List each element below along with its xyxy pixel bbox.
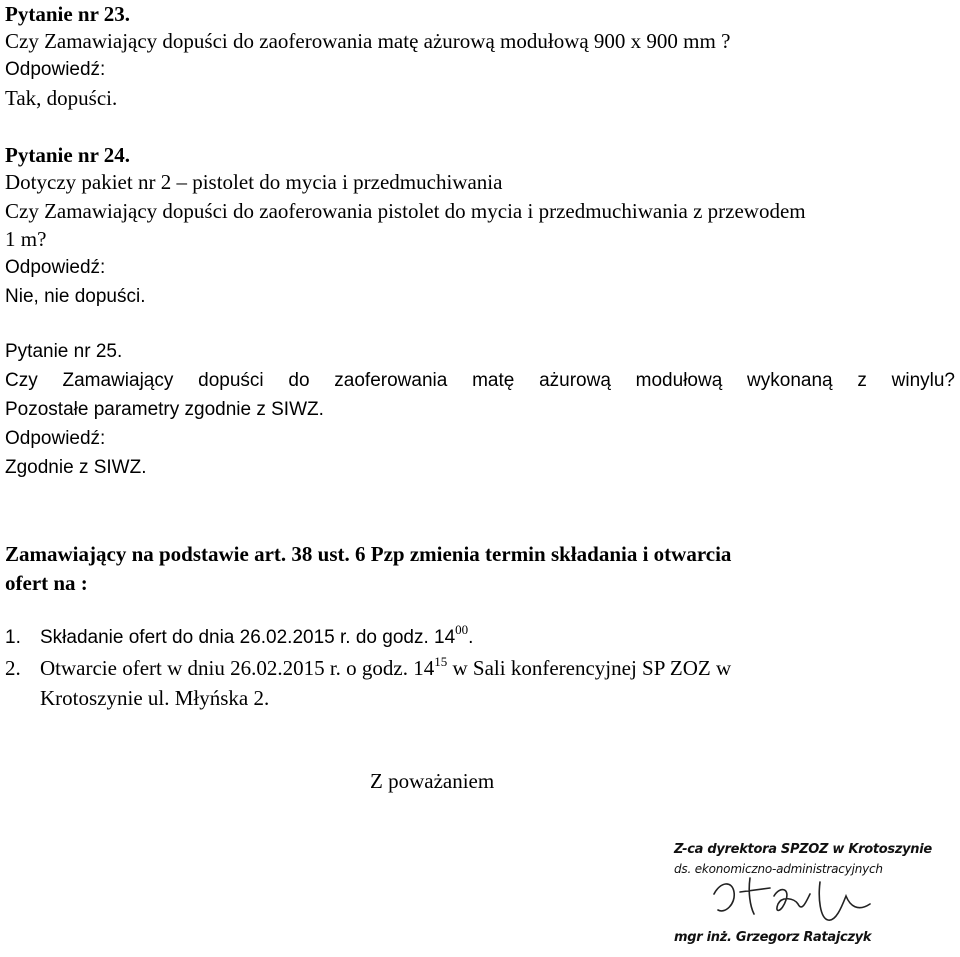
notice-line2: ofert na : bbox=[5, 571, 88, 595]
q24-answer-label: Odpowiedź: bbox=[5, 257, 106, 278]
closing-text: Z poważaniem bbox=[370, 769, 495, 793]
schedule-item-2-number: 2. bbox=[5, 656, 21, 680]
q24-subject: Dotyczy pakiet nr 2 – pistolet do mycia i przedmuchiwania bbox=[5, 170, 503, 194]
q25-answer: Zgodnie z SIWZ. bbox=[5, 457, 147, 478]
schedule-item-1 bbox=[5, 622, 474, 648]
stamp-department-line: ds. ekonomiczno-administracyjnych bbox=[674, 862, 883, 876]
schedule-item-2-continuation: Krotoszynie ul. Młyńska 2. bbox=[40, 686, 270, 710]
q25-question-line1: Czy Zamawiający dopuści do zaoferowania matę ażurową modułową wykonaną z winylu? bbox=[5, 370, 955, 391]
schedule-item-2-after: w Sali konferencyjnej SP ZOZ w bbox=[447, 656, 732, 680]
q24-title: Pytanie nr 24. bbox=[5, 143, 131, 167]
q23-title: Pytanie nr 23. bbox=[5, 2, 131, 26]
q23-answer: Tak, dopuści. bbox=[5, 86, 118, 110]
schedule-item-2-time-sup: 15 bbox=[434, 654, 448, 669]
schedule-item-2-text: Otwarcie ofert w dniu 26.02.2015 r. o godz. 14 bbox=[40, 656, 435, 680]
q23-question: Czy Zamawiający dopuści do zaoferowania matę ażurową modułową 900 x 900 mm ? bbox=[5, 29, 731, 53]
q24-question-line2: 1 m? bbox=[5, 227, 47, 251]
schedule-item-1-text: Składanie ofert do dnia 26.02.2015 r. do godz. 14 bbox=[40, 627, 456, 648]
q25-title: Pytanie nr 25. bbox=[5, 341, 123, 362]
stamp-title-line: Z-ca dyrektora SPZOZ w Krotoszynie bbox=[674, 842, 932, 857]
schedule-item-1-time-sup: 00 bbox=[455, 622, 469, 637]
schedule-item-2 bbox=[5, 654, 732, 680]
schedule-item-1-after: . bbox=[468, 627, 474, 648]
q25-answer-label: Odpowiedź: bbox=[5, 428, 106, 449]
schedule-item-1-number: 1. bbox=[5, 627, 21, 648]
q23-answer-label: Odpowiedź: bbox=[5, 59, 106, 80]
notice-line1: Zamawiający na podstawie art. 38 ust. 6 Pzp zmienia termin składania i otwarcia bbox=[5, 542, 732, 566]
q25-question-line2: Pozostałe parametry zgodnie z SIWZ. bbox=[5, 399, 324, 420]
stamp-name-line: mgr inż. Grzegorz Ratajczyk bbox=[674, 930, 872, 945]
q24-question-line1: Czy Zamawiający dopuści do zaoferowania pistolet do mycia i przedmuchiwania z przewodem bbox=[5, 199, 806, 223]
signature-stamp bbox=[670, 842, 932, 952]
q24-answer: Nie, nie dopuści. bbox=[5, 286, 146, 307]
